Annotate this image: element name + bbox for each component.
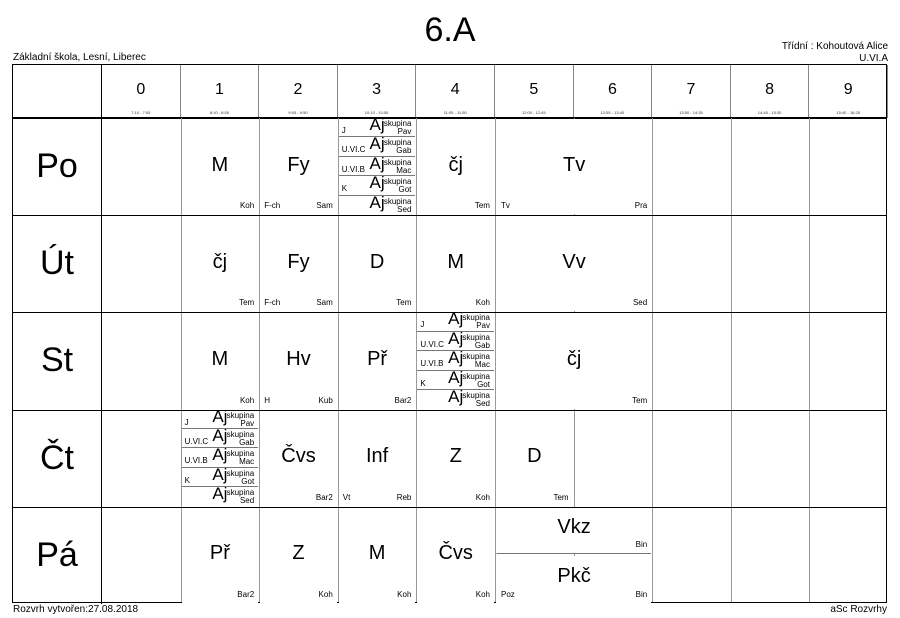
lesson-cell[interactable] [417, 216, 494, 311]
lesson-subject: Vv [562, 250, 586, 273]
lesson-subject: Př [209, 542, 230, 565]
period-header [338, 65, 417, 118]
software-name: aSc Rozvrhy [830, 604, 887, 615]
group-teacher: Gab [239, 438, 255, 448]
group-subject: Aj [448, 387, 464, 407]
group-subject: Aj [369, 192, 385, 212]
period-time: 9:05 - 9:50 [288, 110, 308, 115]
group-teacher: Sed [397, 204, 412, 214]
group-teacher: Sed [475, 399, 490, 409]
lesson-subject: Z [449, 445, 462, 468]
period-number: 5 [529, 81, 539, 98]
column-divider [731, 118, 732, 602]
lesson-subject: M [368, 542, 386, 565]
column-divider [652, 118, 653, 602]
class-teacher: Třídní : Kohoutová Alice [781, 41, 888, 52]
lesson-subject: čj [448, 153, 463, 176]
lesson-teacher: Kub [318, 395, 333, 405]
group-room: U.VI.B [420, 359, 444, 369]
group-room: U.VI.C [184, 437, 209, 447]
period-time: 12:55 - 13:40 [600, 110, 625, 115]
lesson-subject: Čvs [281, 445, 316, 468]
group-teacher: Pav [240, 418, 255, 428]
group-room: K [184, 475, 190, 485]
lesson-teacher: Bar2 [394, 395, 412, 405]
lesson-cell[interactable] [182, 119, 259, 214]
period-number: 9 [843, 81, 853, 98]
group-label: skupina [226, 430, 255, 440]
lesson-teacher: Koh [239, 201, 255, 211]
group-subject: Aj [369, 173, 385, 193]
group-subject: Aj [212, 445, 228, 465]
day-label: Čt [13, 410, 102, 507]
lesson-teacher: Koh [318, 589, 333, 599]
group-label: skupina [383, 138, 412, 148]
class-teacher-info [782, 41, 888, 65]
lesson-teacher: Tem [632, 395, 648, 405]
lesson-teacher: Bin [635, 540, 648, 550]
group-subject: Aj [448, 328, 464, 348]
group-label: skupina [226, 410, 255, 420]
lesson-teacher: Bin [635, 589, 648, 599]
lesson-teacher: Reb [396, 492, 412, 502]
lesson-cell[interactable] [260, 216, 337, 311]
day-label: Po [13, 118, 102, 215]
lesson-teacher: Koh [397, 589, 412, 599]
header-corner [13, 65, 102, 118]
lesson-room: F-ch [264, 201, 281, 211]
lesson-teacher: Sed [632, 298, 648, 308]
period-time: 7:10 - 7:55 [131, 110, 151, 115]
group-teacher: Pav [397, 127, 412, 136]
group-subject: Aj [212, 484, 228, 504]
group-label: skupina [383, 177, 412, 187]
period-time: 11:05 - 11:50 [443, 110, 467, 115]
lesson-teacher: Koh [475, 589, 490, 599]
lesson-cell[interactable] [339, 508, 416, 603]
group-label: skupina [226, 488, 255, 498]
group-room: K [341, 184, 348, 194]
class-room: U.VI.A [859, 53, 888, 64]
lesson-cell[interactable] [182, 508, 259, 603]
group-room: U.VI.C [420, 339, 444, 349]
period-header [259, 65, 338, 118]
group-room: J [341, 126, 346, 135]
lesson-teacher: Tem [474, 201, 490, 211]
group-room: K [420, 378, 426, 388]
group-lesson[interactable] [339, 192, 416, 215]
group-label: skupina [226, 468, 255, 478]
lesson-teacher: Koh [239, 395, 255, 405]
lesson-cell[interactable] [339, 216, 416, 311]
period-number: 8 [765, 81, 775, 98]
group-teacher: Pav [476, 321, 490, 331]
lesson-teacher: Bar2 [237, 589, 255, 599]
period-number: 0 [136, 81, 146, 98]
lesson-room: Tv [501, 201, 510, 211]
group-teacher: Got [477, 379, 490, 389]
lesson-subject: Fy [287, 250, 310, 273]
lesson-room: H [264, 395, 270, 405]
group-label: skupina [383, 157, 412, 167]
lesson-cell[interactable] [417, 119, 494, 214]
lesson-cell[interactable] [182, 313, 259, 408]
group-label: skupina [226, 449, 255, 459]
lesson-cell[interactable] [417, 411, 494, 506]
day-label: St [13, 312, 102, 409]
lesson-cell[interactable] [496, 556, 651, 603]
group-subject: Aj [448, 348, 464, 368]
group-lesson[interactable] [182, 484, 259, 506]
period-time: 12:00 - 12:45 [522, 110, 546, 115]
lesson-teacher: Koh [475, 492, 490, 502]
group-subject: Aj [212, 406, 228, 426]
period-number: 7 [686, 81, 696, 98]
lesson-subject: Pkč [557, 564, 591, 587]
lesson-subject: čj [212, 250, 228, 273]
lesson-teacher: Bar2 [315, 492, 333, 502]
period-time: 13:50 - 14:35 [679, 110, 703, 115]
column-divider [809, 118, 810, 602]
timetable-grid [12, 64, 887, 603]
group-teacher: Sed [239, 496, 255, 506]
group-teacher: Mac [396, 165, 412, 175]
period-number: 3 [372, 81, 382, 98]
period-header [102, 65, 181, 118]
lesson-subject: Fy [287, 153, 310, 176]
lesson-teacher: Tem [239, 298, 255, 308]
period-time: 14:45 - 15:30 [757, 110, 782, 115]
group-label: skupina [462, 371, 490, 381]
lesson-teacher: Sam [316, 298, 333, 308]
group-subject: Aj [212, 426, 228, 446]
created-date: Rozvrh vytvořen:27.08.2018 [13, 604, 139, 615]
period-time: 10:10 - 10:55 [364, 110, 389, 115]
lesson-cell[interactable] [260, 411, 337, 506]
group-room: J [420, 320, 425, 330]
lesson-teacher: Tem [553, 492, 569, 502]
lesson-subject: D [369, 250, 385, 273]
group-room: J [184, 417, 189, 427]
group-label: skupina [462, 332, 490, 342]
period-header [495, 65, 574, 118]
lesson-teacher: Tem [396, 298, 412, 308]
lesson-subject: Př [367, 347, 388, 370]
lesson-subject: M [211, 153, 229, 176]
day-label: Pá [13, 507, 102, 604]
school-name: Základní škola, Lesní, Liberec [13, 52, 146, 63]
lesson-subject: Hv [286, 347, 311, 370]
period-header [416, 65, 495, 118]
lesson-subject: Vkz [557, 516, 591, 539]
lesson-teacher: Koh [475, 298, 490, 308]
day-label: Út [13, 215, 102, 312]
group-label: skupina [462, 352, 490, 362]
period-number: 6 [607, 81, 617, 98]
class-title: 6.A [424, 11, 476, 49]
lesson-cell[interactable] [417, 508, 494, 603]
lesson-subject: Tv [562, 153, 586, 176]
lesson-cell[interactable] [260, 119, 337, 214]
lesson-room: Poz [501, 589, 515, 599]
lesson-room: Vt [342, 492, 351, 502]
lesson-cell[interactable] [260, 508, 337, 603]
group-room: U.VI.B [184, 456, 208, 466]
period-header [574, 65, 653, 118]
lesson-cell[interactable] [339, 313, 416, 408]
lesson-cell[interactable] [496, 313, 651, 408]
group-label: skupina [462, 391, 490, 401]
group-label: skupina [383, 196, 412, 206]
period-time: 15:40 - 16:25 [836, 110, 860, 115]
group-teacher: Got [241, 476, 255, 486]
lesson-subject: čj [566, 347, 582, 370]
lesson-teacher: Pra [634, 201, 648, 211]
lesson-room: F-ch [264, 298, 281, 308]
period-number: 2 [293, 81, 303, 98]
period-number: 1 [214, 81, 224, 98]
period-header [652, 65, 731, 118]
lesson-cell[interactable] [496, 216, 651, 311]
group-label: skupina [462, 313, 490, 323]
group-teacher: Gab [396, 146, 412, 156]
group-lesson[interactable] [417, 387, 494, 409]
period-header [181, 65, 260, 118]
lesson-teacher: Sam [316, 201, 333, 211]
group-subject: Aj [212, 464, 228, 484]
group-subject: Aj [369, 115, 385, 134]
group-subject: Aj [369, 153, 385, 173]
group-teacher: Mac [239, 457, 255, 467]
period-header [809, 65, 888, 118]
group-label: skupina [383, 119, 412, 128]
lesson-cell[interactable] [339, 411, 416, 506]
group-teacher: Got [398, 185, 412, 195]
lesson-cell[interactable] [260, 313, 337, 408]
lesson-cell[interactable] [496, 119, 651, 214]
period-time: 8:10 - 8:55 [209, 110, 229, 115]
period-header [731, 65, 810, 118]
lesson-cell[interactable] [496, 508, 651, 555]
lesson-subject: M [447, 250, 465, 273]
period-number: 4 [450, 81, 460, 98]
lesson-subject: Čvs [438, 542, 473, 565]
lesson-subject: Z [292, 542, 305, 565]
lesson-subject: D [527, 445, 542, 468]
group-teacher: Gab [474, 340, 490, 350]
lesson-cell[interactable] [496, 411, 573, 506]
group-teacher: Mac [474, 360, 490, 370]
lesson-subject: Inf [365, 445, 389, 468]
lesson-subject: M [211, 347, 229, 370]
lesson-cell[interactable] [182, 216, 259, 311]
group-subject: Aj [448, 309, 464, 329]
group-subject: Aj [369, 134, 385, 154]
group-subject: Aj [448, 367, 464, 387]
group-room: U.VI.C [341, 145, 366, 155]
group-room: U.VI.B [341, 164, 365, 174]
